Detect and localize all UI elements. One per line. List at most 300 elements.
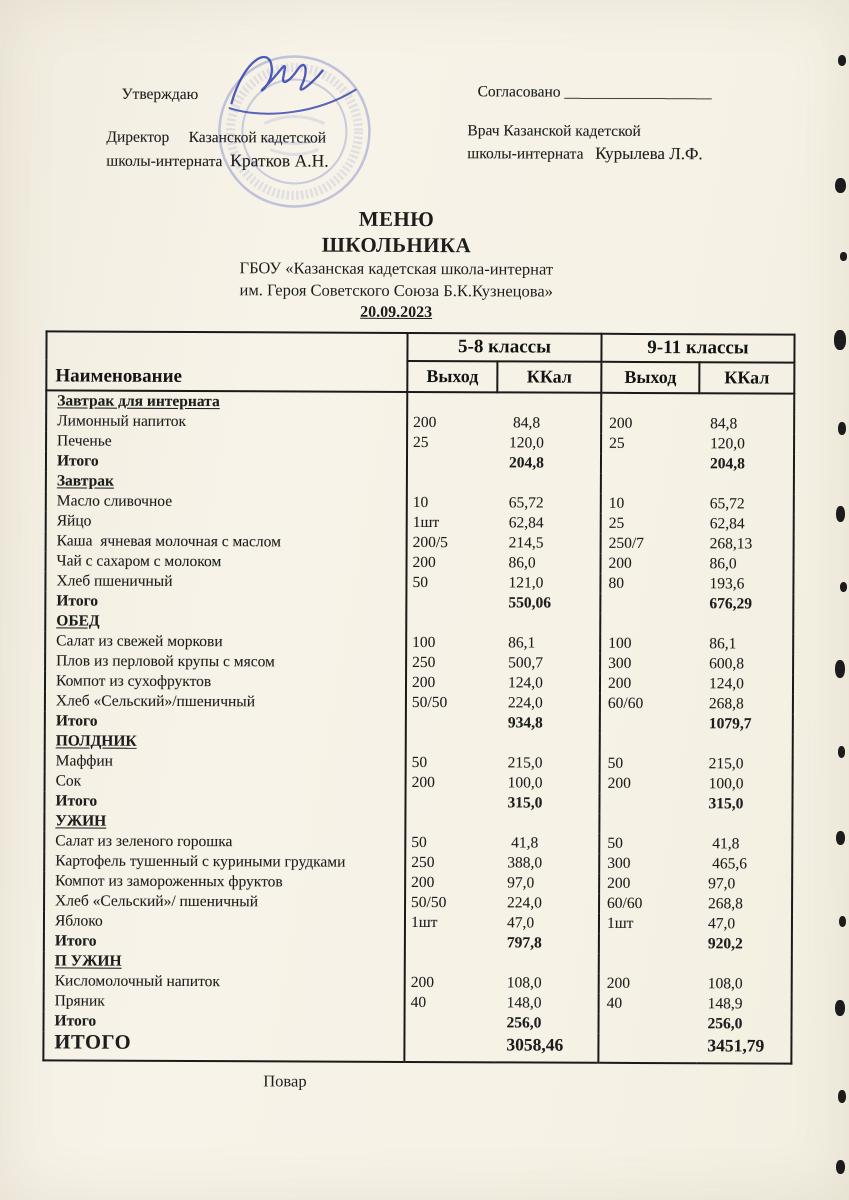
cell-value: 3451,79 (707, 1035, 765, 1056)
dish-name: Итого (54, 1012, 97, 1030)
dish-name-cell (46, 411, 407, 433)
cell-value: 50 (411, 753, 428, 772)
cell-value: 200 (411, 673, 436, 692)
portion-9-11-cell (599, 834, 697, 854)
dish-name: ПОЛДНИК (55, 732, 137, 750)
cell-value: 47,0 (707, 915, 736, 933)
col-header-kcal-9-11: ККал (699, 362, 794, 393)
kcal-9-11-cell (698, 774, 793, 794)
menu-row (44, 971, 792, 994)
portion-5-8-cell (405, 993, 495, 1013)
dish-name: Салат из свежей моркови (56, 632, 223, 651)
dish-name-cell (46, 390, 407, 413)
kcal-5-8-cell (497, 392, 601, 413)
kcal-5-8-cell (497, 493, 601, 513)
cell-value: 25 (609, 434, 625, 452)
kcal-5-8-cell (495, 913, 599, 933)
kcal-5-8-cell (495, 893, 599, 913)
dish-name-cell (45, 711, 406, 733)
dish-name: Завтрак (56, 472, 114, 490)
dish-name-cell (45, 671, 406, 693)
kcal-9-11-cell (697, 974, 792, 994)
portion-5-8-cell (407, 413, 497, 433)
kcal-5-8-cell (497, 533, 601, 553)
dish-name-cell (46, 511, 407, 533)
cell-value: 315,0 (708, 795, 744, 813)
dish-name: Итого (56, 592, 99, 610)
cell-value: 84,8 (509, 414, 541, 432)
portion-9-11-cell (599, 914, 697, 934)
portion-5-8-cell (404, 1033, 494, 1062)
kcal-9-11-cell (699, 534, 794, 554)
scan-artifact (838, 422, 846, 435)
dish-name-cell (43, 1011, 404, 1033)
dish-name-cell (43, 1031, 404, 1062)
kcal-9-11-cell (698, 694, 793, 714)
kcal-5-8-cell (496, 733, 600, 753)
portion-5-8-cell (405, 953, 495, 973)
grand-row (43, 1031, 791, 1063)
dish-name-cell (46, 471, 407, 493)
kcal-9-11-cell (699, 554, 794, 574)
kcal-9-11-cell (698, 754, 793, 774)
kcal-5-8-cell (497, 433, 601, 453)
portion-5-8-cell (407, 453, 497, 473)
kcal-5-8-cell (496, 773, 600, 793)
portion-5-8-cell (406, 553, 496, 573)
portion-9-11-cell (600, 674, 698, 694)
cell-value: 200 (607, 774, 631, 792)
cell-value: 1шт (412, 513, 440, 532)
portion-5-8-cell (407, 493, 497, 513)
portion-5-8-cell (406, 633, 496, 653)
cell-value: 268,13 (709, 535, 753, 553)
dish-name: Масло сливочное (56, 492, 173, 510)
portion-9-11-cell (601, 494, 699, 514)
portion-5-8-cell (406, 573, 496, 593)
scan-artifact (835, 660, 845, 678)
scan-artifact (835, 178, 846, 193)
dish-name: Яблоко (54, 912, 103, 930)
dish-name: Пряник (54, 992, 105, 1010)
cell-value: 62,84 (709, 515, 745, 533)
portion-9-11-cell (600, 714, 698, 734)
dish-name-cell (45, 771, 406, 793)
menu-table (42, 330, 795, 1064)
portion-9-11-cell (600, 734, 698, 754)
kcal-5-8-cell (495, 833, 599, 853)
kcal-9-11-cell (698, 594, 793, 614)
cell-value: 86,1 (508, 634, 536, 652)
scan-artifact (836, 831, 845, 845)
cell-value: 250 (412, 653, 436, 672)
kcal-9-11-cell (698, 654, 793, 674)
doctor-name: Курылева Л.Ф. (595, 143, 703, 164)
kcal-5-8-cell (497, 413, 601, 433)
portion-9-11-cell (600, 634, 698, 654)
kcal-9-11-cell (698, 634, 793, 654)
kcal-9-11-cell (697, 814, 792, 834)
portion-9-11-cell (600, 694, 698, 714)
dish-name-cell (45, 571, 406, 593)
kcal-9-11-cell (699, 474, 794, 494)
director-signature-icon (221, 41, 371, 122)
portion-9-11-cell (599, 1014, 697, 1034)
cell-value: 268,8 (708, 695, 744, 713)
cell-value: 108,0 (707, 975, 743, 993)
title-block (124, 205, 670, 324)
scan-artifact (838, 55, 846, 66)
kcal-9-11-cell (697, 854, 792, 874)
cell-value: 200 (411, 873, 435, 892)
dish-name: Кисломолочный напиток (54, 972, 220, 991)
col-header-portion-5-8: Выход (407, 361, 497, 392)
cell-value: 86,0 (508, 554, 536, 572)
portion-5-8-cell (405, 893, 495, 913)
portion-5-8-cell (406, 733, 496, 753)
dish-name: Картофель тушенный с куриными грудками (55, 852, 346, 871)
agree-doctor-name (467, 143, 702, 165)
cell-value: 60/60 (607, 894, 643, 912)
portion-9-11-cell (599, 854, 697, 874)
dish-name: Итого (56, 452, 99, 470)
dish-name-cell (45, 651, 406, 673)
portion-9-11-cell (601, 514, 699, 534)
portion-9-11-cell (599, 954, 697, 974)
portion-5-8-cell (407, 392, 497, 413)
portion-9-11-cell (600, 614, 698, 634)
kcal-5-8-cell (497, 513, 601, 533)
cell-value: 41,8 (708, 835, 740, 853)
kcal-9-11-cell (697, 894, 792, 914)
portion-9-11-cell (601, 393, 699, 414)
cell-value: 200 (609, 414, 633, 432)
director-name: Кратков А.Н. (230, 150, 329, 171)
portion-9-11-cell (600, 654, 698, 674)
dish-name-cell (44, 831, 405, 853)
group-header-row (46, 331, 794, 362)
cell-value: 300 (607, 854, 631, 872)
scan-artifact (840, 252, 847, 261)
approve-label: Утверждаю (121, 85, 199, 104)
dish-name-cell (44, 951, 405, 973)
cell-value: 84,8 (710, 415, 738, 433)
scan-artifact (839, 916, 846, 927)
page-title-line1: МЕНЮ (358, 206, 435, 232)
school-name-line2: им. Героя Советского Союза Б.К.Кузнецова» (239, 280, 553, 301)
dish-name: Итого (55, 712, 98, 730)
portion-9-11-cell (599, 974, 697, 994)
dish-name: Компот из сухофруктов (55, 672, 212, 691)
kcal-5-8-cell (494, 1013, 598, 1033)
portion-5-8-cell (407, 473, 497, 493)
portion-5-8-cell (404, 1013, 494, 1033)
dish-name-cell (44, 991, 405, 1013)
kcal-9-11-cell (699, 514, 794, 534)
cell-value: 60/60 (607, 694, 644, 712)
col-header-kcal-5-8: ККал (497, 361, 601, 392)
dish-name-cell (45, 611, 406, 633)
dish-name: ИТОГО (54, 1031, 132, 1054)
kcal-9-11-cell (699, 494, 794, 514)
dish-name-cell (44, 971, 405, 993)
dish-name-cell (44, 871, 405, 893)
cell-value: 50 (411, 833, 427, 852)
cell-value: 120,0 (710, 435, 745, 453)
kcal-9-11-cell (697, 874, 792, 894)
portion-9-11-cell (601, 474, 699, 494)
cell-value: 200 (608, 554, 632, 572)
kcal-5-8-cell (496, 593, 600, 613)
cell-value: 124,0 (708, 675, 744, 693)
portion-5-8-cell (405, 833, 495, 853)
col-group-9-11: 9-11 классы (601, 334, 794, 363)
cell-value: 250/7 (608, 534, 644, 552)
portion-9-11-cell (601, 554, 699, 574)
kcal-9-11-cell (697, 794, 792, 814)
portion-5-8-cell (406, 593, 496, 613)
cell-value: 97,0 (708, 875, 736, 893)
portion-5-8-cell (405, 873, 495, 893)
cell-value: 65,72 (508, 494, 544, 512)
cell-value: 224,0 (507, 894, 542, 912)
portion-9-11-cell (600, 594, 698, 614)
portion-9-11-cell (601, 414, 699, 434)
portion-5-8-cell (406, 713, 496, 733)
cell-value: 62,84 (508, 514, 544, 532)
portion-9-11-cell (599, 814, 697, 834)
kcal-9-11-cell (698, 734, 793, 754)
kcal-9-11-cell (699, 393, 794, 414)
cell-value: 50 (607, 754, 624, 772)
kcal-9-11-cell (699, 434, 794, 454)
cell-value: 120,0 (509, 434, 544, 452)
portion-5-8-cell (405, 793, 495, 813)
kcal-5-8-cell (495, 933, 599, 953)
kcal-5-8-cell (495, 853, 599, 873)
kcal-9-11-cell (697, 994, 792, 1014)
kcal-9-11-cell (699, 454, 794, 474)
scan-artifact (836, 1160, 845, 1174)
cell-value: 1шт (606, 914, 634, 932)
col-header-name: Наименование (46, 331, 407, 392)
dish-name-cell (44, 791, 405, 813)
scan-artifact (835, 1000, 845, 1016)
cell-value: 268,8 (708, 895, 743, 913)
dish-name: Хлеб пшеничный (56, 572, 173, 590)
cell-value: 3058,46 (506, 1034, 564, 1055)
dish-name: Плов из перловой крупы с мясом (56, 652, 275, 671)
kcal-5-8-cell (496, 653, 600, 673)
kcal-5-8-cell (497, 473, 601, 493)
menu-row (44, 891, 792, 914)
agree-org: школы-интерната (467, 145, 596, 163)
portion-5-8-cell (407, 513, 497, 533)
dish-name: Печенье (57, 432, 112, 450)
portion-5-8-cell (407, 433, 497, 453)
portion-5-8-cell (406, 673, 496, 693)
menu-table-header (46, 331, 794, 393)
cell-value: 934,8 (507, 714, 543, 732)
cell-value: 80 (608, 574, 625, 592)
kcal-5-8-cell (497, 453, 601, 473)
dish-name: Маффин (55, 752, 113, 770)
cell-value: 215,0 (507, 754, 543, 772)
menu-row (46, 491, 794, 514)
kcal-5-8-cell (495, 793, 599, 813)
cell-value: 215,0 (708, 755, 744, 773)
kcal-5-8-cell (496, 673, 600, 693)
portion-9-11-cell (599, 934, 697, 954)
cell-value: 224,0 (507, 694, 543, 712)
cell-value: 200/5 (412, 533, 448, 552)
cell-value: 86,0 (709, 555, 737, 573)
kcal-5-8-cell (495, 873, 599, 893)
portion-5-8-cell (405, 813, 495, 833)
cell-value: 121,0 (508, 574, 544, 592)
kcal-9-11-cell (696, 1034, 791, 1063)
portion-9-11-cell (601, 434, 699, 454)
cell-value: 65,72 (709, 495, 745, 513)
cell-value: 100,0 (507, 774, 543, 792)
kcal-5-8-cell (496, 713, 600, 733)
cell-value: 256,0 (707, 1015, 743, 1033)
dish-name-cell (45, 691, 406, 713)
cell-value: 1079,7 (708, 715, 752, 733)
cell-value: 148,9 (707, 995, 743, 1013)
dish-name-cell (45, 631, 406, 653)
dish-name-cell (45, 591, 406, 613)
dish-name: П УЖИН (54, 952, 122, 970)
cell-value: 100 (412, 633, 436, 652)
dish-name-cell (46, 551, 407, 573)
portion-5-8-cell (406, 613, 496, 633)
approve-director-line: Директор Казанской кадетской (106, 128, 327, 147)
dish-name: ОБЕД (56, 612, 100, 630)
dish-name: Итого (55, 792, 98, 810)
cell-value: 204,8 (709, 455, 745, 473)
menu-row (46, 411, 794, 434)
cell-value: 40 (606, 994, 623, 1012)
dish-name-cell (46, 531, 407, 553)
dish-name: Компот из замороженных фруктов (55, 872, 283, 891)
portion-9-11-cell (599, 874, 697, 894)
cell-value: 148,0 (506, 994, 542, 1012)
cell-value: 920,2 (707, 935, 743, 953)
dish-name-cell (44, 811, 405, 833)
col-header-portion-9-11: Выход (601, 362, 699, 393)
cell-value: 200 (607, 674, 632, 692)
dish-name: Яйцо (56, 512, 92, 530)
portion-5-8-cell (406, 653, 496, 673)
school-name-line1: ГБОУ «Казанская кадетская школа-интернат (239, 258, 554, 279)
dish-name: Салат из зеленого горошка (55, 832, 233, 851)
cell-value: 50 (607, 834, 623, 852)
dish-name: Итого (54, 932, 97, 950)
cell-value: 200 (410, 973, 434, 992)
kcal-5-8-cell (494, 1033, 598, 1062)
cell-value: 47,0 (506, 914, 535, 932)
portion-5-8-cell (406, 773, 496, 793)
cell-value: 40 (410, 993, 427, 1012)
approve-org: школы-интерната (106, 152, 231, 171)
dish-name: Хлеб «Сельский»/пшеничный (55, 692, 256, 711)
cell-value: 100 (608, 634, 632, 652)
menu-row (45, 691, 793, 714)
kcal-5-8-cell (496, 633, 600, 653)
cell-value: 797,8 (506, 934, 542, 952)
cell-value: 25 (413, 433, 429, 452)
dish-name-cell (46, 491, 407, 513)
kcal-9-11-cell (697, 834, 792, 854)
scan-artifact (834, 330, 846, 350)
dish-name: Хлеб «Сельский»/ пшеничный (55, 892, 259, 911)
cell-value: 50 (412, 573, 428, 592)
cell-value: 25 (608, 514, 625, 532)
cell-value: 500,7 (508, 654, 544, 672)
cell-value: 256,0 (506, 1014, 542, 1032)
cell-value: 388,0 (507, 854, 543, 872)
cell-value: 50/50 (411, 893, 447, 912)
kcal-9-11-cell (698, 714, 793, 734)
portion-5-8-cell (406, 693, 496, 713)
portion-5-8-cell (405, 973, 495, 993)
portion-9-11-cell (600, 754, 698, 774)
cell-value: 300 (608, 654, 632, 672)
menu-table-body (43, 390, 794, 1063)
kcal-5-8-cell (495, 953, 599, 973)
portion-9-11-cell (601, 454, 699, 474)
dish-name: Лимонный напиток (57, 412, 187, 430)
dish-name: Чай с сахаром с молоком (56, 552, 222, 571)
cell-value: 214,5 (508, 534, 544, 552)
dish-name-cell (44, 851, 405, 873)
portion-9-11-cell (599, 894, 697, 914)
cell-value: 600,8 (709, 655, 745, 673)
kcal-5-8-cell (496, 693, 600, 713)
cell-value: 465,6 (708, 855, 748, 873)
dish-name-cell (45, 751, 406, 773)
agree-doctor-line: Врач Казанской кадетской (467, 122, 641, 140)
kcal-9-11-cell (698, 674, 793, 694)
kcal-9-11-cell (698, 574, 793, 594)
cell-value: 100,0 (708, 775, 744, 793)
cell-value: 200 (411, 773, 435, 792)
kcal-9-11-cell (697, 954, 792, 974)
dish-name: Каша ячневая молочная с маслом (56, 532, 281, 551)
cell-value: 1шт (410, 913, 438, 932)
cell-value: 550,06 (508, 594, 552, 612)
cell-value: 108,0 (506, 974, 542, 992)
kcal-5-8-cell (495, 993, 599, 1013)
cell-value: 50/50 (411, 693, 448, 712)
scan-artifact (838, 746, 845, 758)
portion-9-11-cell (600, 774, 698, 794)
portion-9-11-cell (599, 794, 697, 814)
dish-name-cell (44, 891, 405, 913)
cook-label: Повар (263, 1071, 307, 1091)
dish-name-cell (45, 731, 406, 753)
scan-artifact (836, 506, 845, 522)
portion-9-11-cell (598, 1034, 696, 1063)
portion-5-8-cell (406, 753, 496, 773)
scan-artifact (840, 582, 847, 592)
portion-9-11-cell (601, 534, 699, 554)
kcal-5-8-cell (495, 813, 599, 833)
portion-9-11-cell (600, 574, 698, 594)
portion-5-8-cell (407, 533, 497, 553)
kcal-5-8-cell (496, 613, 600, 633)
